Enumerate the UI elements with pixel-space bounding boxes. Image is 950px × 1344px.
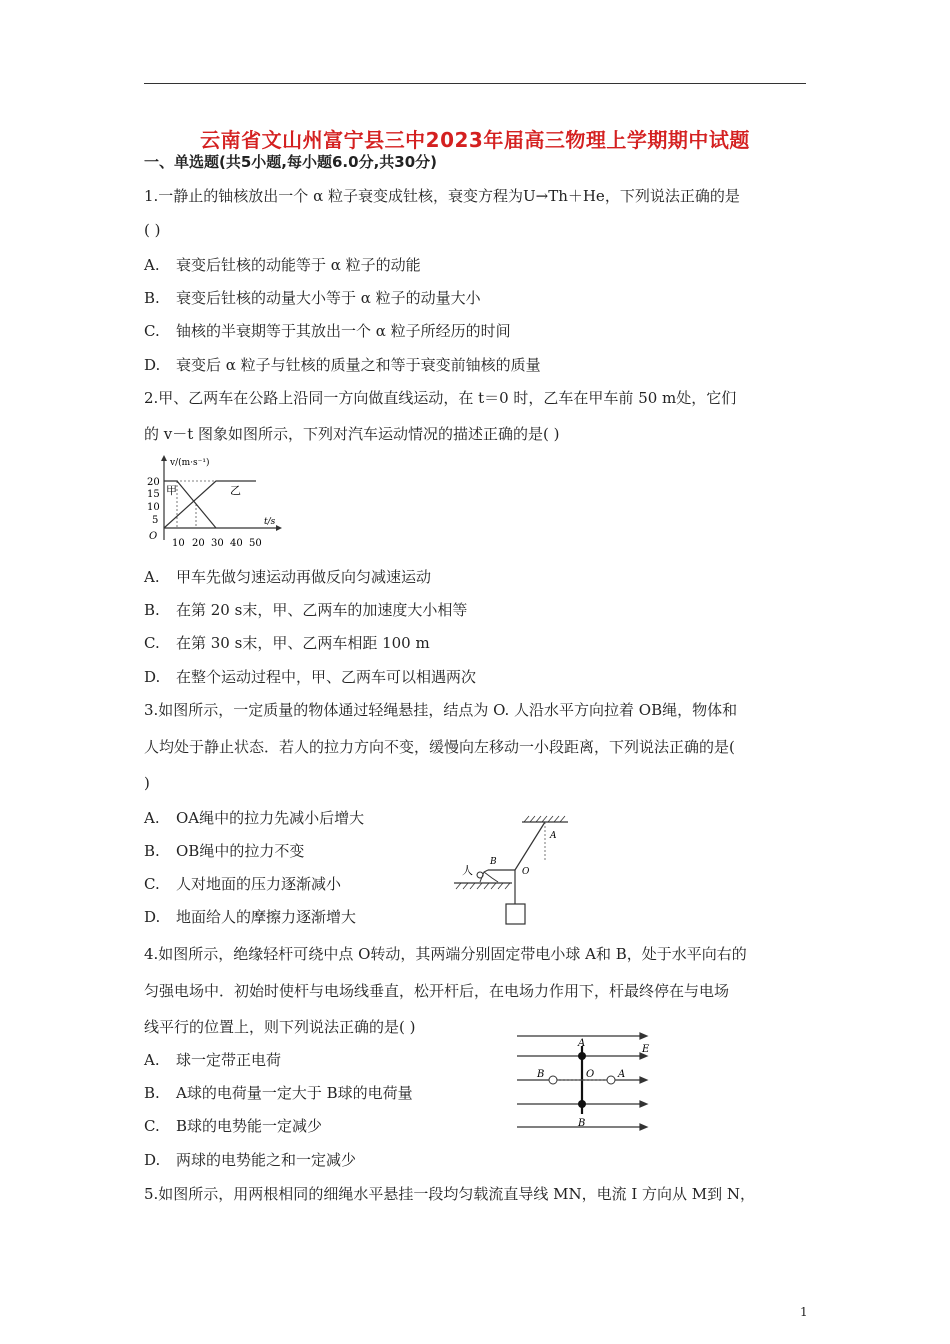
label-person: 人: [462, 864, 473, 877]
y-tick-10: 10: [147, 502, 160, 513]
q1-option-c: C. 铀核的半衰期等于其放出一个 α 粒子所经历的时间: [144, 322, 511, 340]
graph-ylabel: v/(m·s⁻¹): [170, 458, 210, 468]
q4-stem-line3: 线平行的位置上，则下列说法正确的是( ): [144, 1018, 416, 1036]
q2-stem-line1: 2.甲、乙两车在公路上沿同一方向做直线运动，在 t＝0 时，乙车在甲车前 50 m处，它们: [144, 389, 737, 407]
q3-rope-figure: [450, 812, 585, 930]
q3-option-b: B. OB绳中的拉力不变: [144, 842, 305, 860]
label-e: E: [642, 1044, 650, 1055]
x-tick-10: 10: [172, 538, 185, 549]
label-o: O: [586, 1069, 595, 1080]
label-a: A: [550, 831, 557, 841]
x-tick-20: 20: [192, 538, 205, 549]
q2-stem-line2: 的 v－t 图象如图所示，下列对汽车运动情况的描述正确的是( ): [144, 425, 560, 443]
ball-a-final: [607, 1076, 615, 1084]
x-tick-30: 30: [211, 538, 224, 549]
section-heading: 一、单选题(共5小题,每小题6.0分,共30分): [144, 153, 437, 171]
q2-option-b: B. 在第 20 s末，甲、乙两车的加速度大小相等: [144, 601, 468, 619]
q3-stem-line1: 3.如图所示，一定质量的物体通过轻绳悬挂，结点为 O. 人沿水平方向拉着 OB绳，物体和: [144, 701, 738, 719]
q5-stem-line1: 5.如图所示，用两根相同的细绳水平悬挂一段均匀载流直导线 MN，电流 I 方向从 M到 N，: [144, 1185, 756, 1203]
label-b-left: B: [537, 1069, 545, 1080]
q3-stem-line3: ): [144, 774, 150, 792]
y-tick-20: 20: [147, 477, 160, 488]
ball-b: [578, 1100, 586, 1108]
q1-option-a: A. 衰变后钍核的动能等于 α 粒子的动能: [144, 256, 421, 274]
label-o: O: [522, 867, 530, 877]
q4-field-figure: [515, 1030, 655, 1134]
page-number: 1: [800, 1305, 808, 1319]
q4-option-a: A. 球一定带正电荷: [144, 1051, 282, 1069]
q4-stem-line2: 匀强电场中．初始时使杆与电场线垂直，松开杆后，在电场力作用下，杆最终停在与电场: [144, 982, 730, 1000]
ball-b-final: [549, 1076, 557, 1084]
label-yi: 乙: [230, 484, 241, 497]
y-tick-15: 15: [147, 489, 160, 500]
label-b-bottom: B: [578, 1118, 586, 1129]
x-tick-50: 50: [249, 538, 262, 549]
ball-a: [578, 1052, 586, 1060]
q1-option-b: B. 衰变后钍核的动量大小等于 α 粒子的动量大小: [144, 289, 481, 307]
label-b: B: [490, 857, 497, 867]
q2-option-a: A. 甲车先做匀速运动再做反向匀减速运动: [144, 568, 432, 586]
q4-option-d: D. 两球的电势能之和一定减少: [144, 1151, 357, 1169]
graph-xlabel: t/s: [264, 517, 276, 527]
label-a-right: A: [618, 1069, 626, 1080]
q3-option-d: D. 地面给人的摩擦力逐渐增大: [144, 908, 357, 926]
q2-vt-graph: [144, 452, 284, 552]
q2-option-c: C. 在第 30 s末，甲、乙两车相距 100 m: [144, 634, 430, 652]
q3-stem-line2: 人均处于静止状态．若人的拉力方向不变，缓慢向左移动一小段距离，下列说法正确的是(: [144, 738, 735, 756]
q2-option-d: D. 在整个运动过程中，甲、乙两车可以相遇两次: [144, 668, 477, 686]
page-title: 云南省文山州富宁县三中2023年届高三物理上学期期中试题: [200, 128, 750, 152]
q1-option-d: D. 衰变后 α 粒子与钍核的质量之和等于衰变前铀核的质量: [144, 356, 541, 374]
label-a-top: A: [578, 1038, 586, 1049]
person-figure: [477, 870, 498, 882]
y-tick-5: 5: [152, 515, 159, 526]
q3-option-a: A. OA绳中的拉力先减小后增大: [144, 809, 365, 827]
q4-option-b: B. A球的电荷量一定大于 B球的电荷量: [144, 1084, 413, 1102]
q4-stem-line1: 4.如图所示，绝缘轻杆可绕中点 O转动，其两端分别固定带电小球 A和 B，处于水平向右的: [144, 945, 747, 963]
q1-stem-line2: ( ): [144, 221, 161, 239]
q4-option-c: C. B球的电势能一定减少: [144, 1117, 323, 1135]
hanging-block: [506, 904, 525, 924]
header-rule: [144, 83, 806, 84]
q3-option-c: C. 人对地面的压力逐渐减小: [144, 875, 342, 893]
x-tick-40: 40: [230, 538, 243, 549]
label-jia: 甲: [166, 484, 177, 497]
graph-origin: O: [149, 531, 158, 542]
q1-stem-line1: 1.一静止的铀核放出一个 α 粒子衰变成钍核，衰变方程为U→Th＋He，下列说法正确的是: [144, 187, 740, 205]
